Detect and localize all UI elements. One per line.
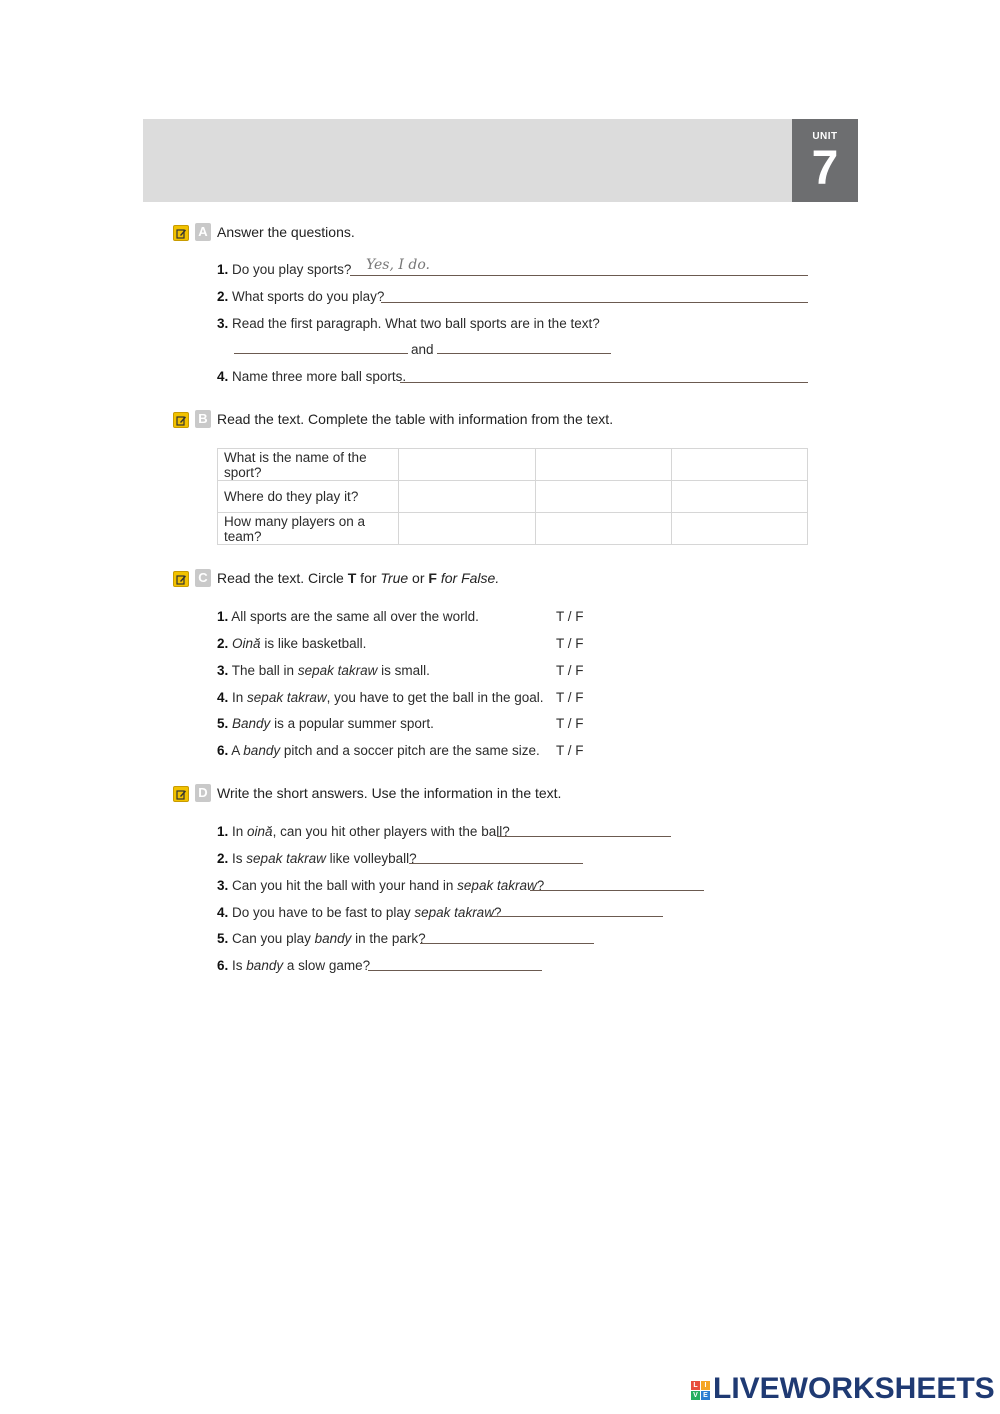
pencil-edit-icon: [173, 412, 189, 428]
row-label: How many players on a team?: [218, 513, 399, 545]
statement-c2: 2. Oină is like basketball.: [217, 636, 367, 651]
pencil-edit-icon: [173, 571, 189, 587]
answer-line-a1[interactable]: [350, 275, 808, 276]
question-d4: 4. Do you have to be fast to play sepak takraw?: [217, 905, 502, 920]
statement-c1: 1. All sports are the same all over the world.: [217, 609, 479, 624]
section-b-title: Read the text. Complete the table with information from the text.: [217, 411, 614, 427]
question-d2: 2. Is sepak takraw like volleyball?: [217, 851, 417, 866]
answer-line-a2[interactable]: [381, 302, 808, 303]
header-bar: [143, 119, 793, 202]
table-row: [218, 481, 808, 513]
question-d1: 1. In oină, can you hit other players with the ball?: [217, 824, 510, 839]
unit-number: 7: [811, 142, 839, 195]
true-false-choice[interactable]: T / F: [556, 743, 584, 758]
question-a4: 4. Name three more ball sports.: [217, 369, 407, 384]
answer-line-d6[interactable]: [368, 970, 542, 971]
section-b-letter: B: [195, 410, 211, 428]
table-cell[interactable]: [536, 449, 672, 481]
true-false-choice[interactable]: T / F: [556, 690, 584, 705]
answer-line-d2[interactable]: [409, 863, 583, 864]
table-cell[interactable]: [399, 481, 536, 513]
pencil-edit-icon: [173, 786, 189, 802]
question-a1: 1. Do you play sports?: [217, 262, 352, 277]
table-cell[interactable]: [399, 449, 536, 481]
statement-c6: 6. A bandy pitch and a soccer pitch are the same size.: [217, 743, 540, 758]
section-a-letter: A: [195, 223, 211, 241]
liveworksheets-logo: [691, 1372, 995, 1406]
answer-line-a3-second[interactable]: [437, 353, 611, 354]
answer-a1-handwritten: Yes, I do.: [366, 257, 430, 273]
row-label: What is the name of the sport?: [218, 449, 399, 481]
section-a-title: Answer the questions.: [217, 224, 355, 240]
unit-badge: [792, 119, 858, 202]
answer-line-a4[interactable]: [400, 382, 808, 383]
logo-text: LIVEWORKSHEETS: [713, 1372, 995, 1405]
answer-line-d4[interactable]: [489, 916, 663, 917]
table-cell[interactable]: [536, 513, 672, 545]
answer-line-d1[interactable]: [497, 836, 671, 837]
and-label: and: [411, 342, 434, 357]
table-row: [218, 513, 808, 545]
true-false-choice[interactable]: T / F: [556, 636, 584, 651]
statement-c5: 5. Bandy is a popular summer sport.: [217, 716, 434, 731]
section-c-title: Read the text. Circle T for True or F for False.: [217, 570, 500, 586]
table-cell[interactable]: [536, 481, 672, 513]
table-row: [218, 449, 808, 481]
answer-line-d5[interactable]: [420, 943, 594, 944]
row-label: Where do they play it?: [218, 481, 399, 513]
section-d-letter: D: [195, 784, 211, 802]
question-d3: 3. Can you hit the ball with your hand in sepak takraw?: [217, 878, 545, 893]
table-cell[interactable]: [399, 513, 536, 545]
true-false-choice[interactable]: T / F: [556, 609, 584, 624]
true-false-choice[interactable]: T / F: [556, 663, 584, 678]
statement-c4: 4. In sepak takraw, you have to get the ball in the goal.: [217, 690, 544, 705]
section-d-title: Write the short answers. Use the information in the text.: [217, 785, 562, 801]
pencil-edit-icon: [173, 225, 189, 241]
answer-line-d3[interactable]: [530, 890, 704, 891]
answer-line-a3-first[interactable]: [234, 353, 408, 354]
table-cell[interactable]: [672, 481, 808, 513]
table-cell[interactable]: [672, 449, 808, 481]
info-table: [217, 448, 808, 545]
question-a2: 2. What sports do you play?: [217, 289, 385, 304]
logo-grid-icon: L I V E: [691, 1381, 710, 1400]
statement-c3: 3. The ball in sepak takraw is small.: [217, 663, 430, 678]
unit-label: UNIT: [812, 131, 838, 142]
question-d6: 6. Is bandy a slow game?: [217, 958, 371, 973]
section-c-letter: C: [195, 569, 211, 587]
question-d5: 5. Can you play bandy in the park?: [217, 931, 426, 946]
question-a3: 3. Read the first paragraph. What two ball sports are in the text?: [217, 316, 600, 331]
table-cell[interactable]: [672, 513, 808, 545]
true-false-choice[interactable]: T / F: [556, 716, 584, 731]
